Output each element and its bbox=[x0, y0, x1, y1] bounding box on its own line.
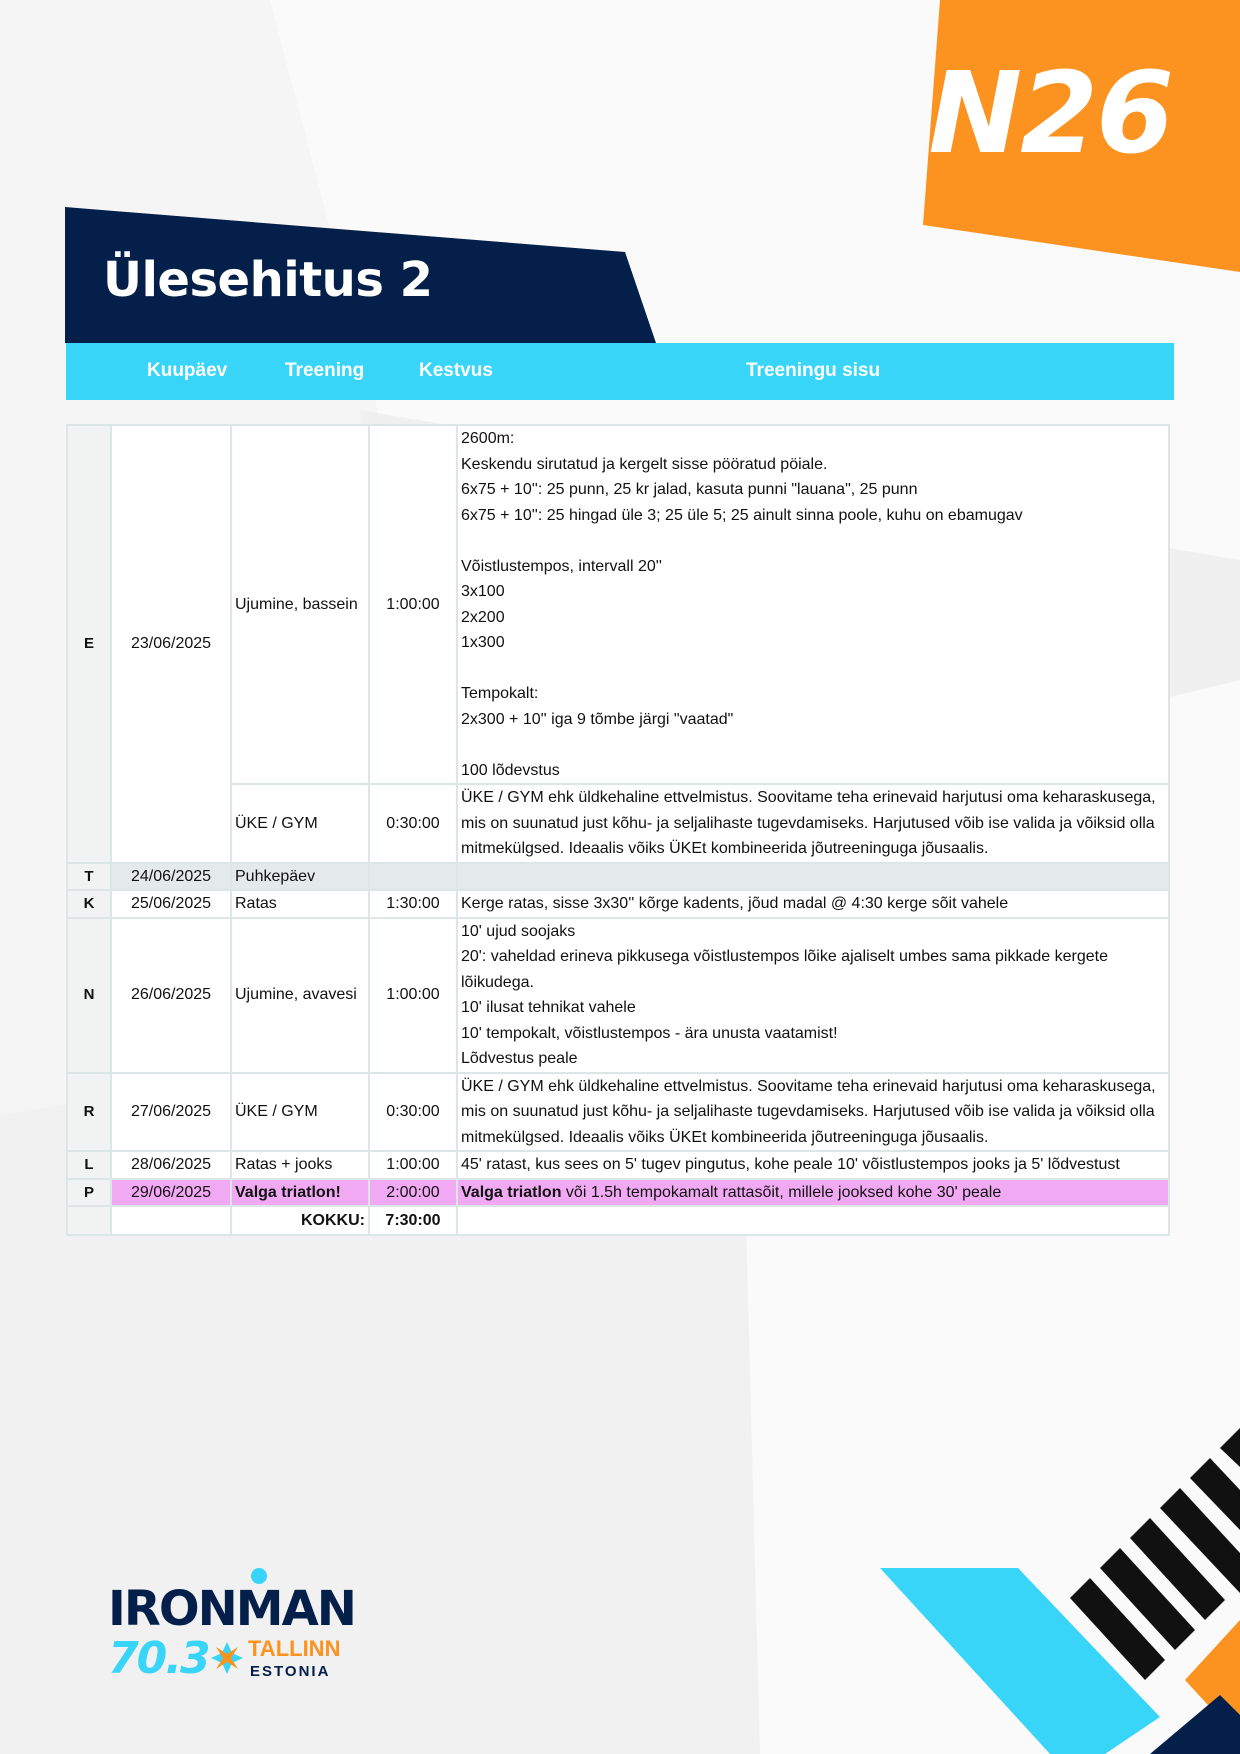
training-cell: Ratas + jooks bbox=[231, 1151, 369, 1179]
content-line: 1x300 bbox=[461, 634, 505, 651]
content-line bbox=[461, 656, 1165, 682]
content-line: 6x75 + 10'': 25 hingad üle 3; 25 üle 5; 25 ainult sinna poole, kuhu on ebamugav bbox=[461, 506, 1023, 524]
duration-cell: 2:00:00 bbox=[369, 1179, 457, 1207]
day-cell: L bbox=[67, 1151, 111, 1179]
content-line: mis on suunatud just kõhu- ja seljalihaste tugevdamiseks. Harjutused võib ise valida ja võiksid olla bbox=[461, 1103, 1155, 1120]
content-line: mitmekülgsed. Ideaalis võiks ÜKEt kombineerida jõutreeninguga jõusaalis. bbox=[461, 840, 989, 857]
duration-cell: 1:00:00 bbox=[369, 918, 457, 1073]
date-cell: 29/06/2025 bbox=[111, 1179, 231, 1207]
empty-cell bbox=[111, 1206, 231, 1235]
table-row bbox=[67, 425, 1169, 784]
table-header bbox=[66, 343, 1174, 400]
date-cell: 25/06/2025 bbox=[111, 890, 231, 918]
race-name: Valga triatlon bbox=[461, 1183, 562, 1201]
content-line bbox=[461, 1180, 1165, 1206]
duration-cell: 0:30:00 bbox=[369, 1073, 457, 1152]
training-cell: Valga triatlon! bbox=[231, 1179, 369, 1207]
logo-distance: 70.3 bbox=[108, 1633, 209, 1680]
date-cell: 24/06/2025 bbox=[111, 863, 231, 891]
content-line: ÜKE / GYM ehk üldkehaline ettvelmistus. Soovitame teha erinevaid harjutusi oma keharaskusega, bbox=[461, 1077, 1156, 1095]
content-line: mis on suunatud just kõhu- ja seljalihaste tugevdamiseks. Harjutused võib ise valida ja võiksid olla bbox=[461, 814, 1155, 832]
table-row bbox=[67, 1179, 1169, 1207]
star-icon bbox=[211, 1642, 243, 1674]
logo-country: ESTONIA bbox=[250, 1663, 331, 1680]
content-line: Keskendu sirutatud ja kergelt sisse pööratud pöiale. bbox=[461, 455, 828, 473]
header-training: Treening bbox=[285, 360, 365, 381]
header-date: Kuupäev bbox=[147, 360, 228, 381]
content-line: 10' tempokalt, võistlustempos - ära unusta vaatamist! bbox=[461, 1024, 838, 1042]
table-row bbox=[67, 890, 1169, 918]
training-cell: ÜKE / GYM bbox=[231, 784, 369, 863]
logo-brand: IRONMAN bbox=[108, 1581, 355, 1637]
day-cell: T bbox=[67, 863, 111, 891]
content-line: 2x300 + 10'' iga 9 tõmbe järgi "vaatad" bbox=[461, 710, 734, 728]
content-line: 20': vaheldad erineva pikkusega võistlustempos lõike ajaliselt umbes sama pikkade kergete bbox=[461, 948, 1108, 965]
date-cell: 26/06/2025 bbox=[111, 918, 231, 1073]
duration-cell: 1:00:00 bbox=[369, 425, 457, 784]
week-number: N26 bbox=[928, 49, 1172, 179]
table-row bbox=[67, 918, 1169, 1073]
content-line: Lõdvestus peale bbox=[461, 1050, 578, 1067]
content-cell bbox=[457, 784, 1169, 863]
logo-city: TALLINN bbox=[248, 1636, 341, 1661]
page-title: Ülesehitus 2 bbox=[103, 252, 433, 308]
day-cell: P bbox=[67, 1179, 111, 1207]
content-line: 10' ilusat tehnikat vahele bbox=[461, 999, 636, 1016]
table-row bbox=[67, 1151, 1169, 1179]
duration-cell: 1:30:00 bbox=[369, 890, 457, 918]
content-line: Tempokalt: bbox=[461, 685, 539, 702]
header-duration: Kestvus bbox=[419, 360, 493, 381]
duration-cell: 0:30:00 bbox=[369, 784, 457, 863]
content-line: Kerge ratas, sisse 3x30'' kõrge kadents, jõud madal @ 4:30 kerge sõit vahele bbox=[461, 895, 1009, 912]
content-cell bbox=[457, 425, 1169, 784]
content-cell bbox=[457, 863, 1169, 891]
total-value: 7:30:00 bbox=[369, 1206, 457, 1235]
content-cell bbox=[457, 918, 1169, 1073]
date-cell: 27/06/2025 bbox=[111, 1073, 231, 1152]
ironman-logo bbox=[108, 1568, 368, 1680]
total-row bbox=[67, 1206, 1169, 1235]
content-line: lõikudega. bbox=[461, 973, 534, 991]
date-cell: 28/06/2025 bbox=[111, 1151, 231, 1179]
content-line: 2x200 bbox=[461, 608, 505, 626]
content-line: 3x100 bbox=[461, 583, 505, 600]
content-line: ÜKE / GYM ehk üldkehaline ettvelmistus. Soovitame teha erinevaid harjutusi oma keharaskusega, bbox=[461, 789, 1156, 806]
content-line: mitmekülgsed. Ideaalis võiks ÜKEt kombineerida jõutreeninguga jõusaalis. bbox=[461, 1128, 989, 1146]
training-table bbox=[66, 424, 1170, 1236]
content-line: 45' ratast, kus sees on 5' tugev pingutus, kohe peale 10' võistlustempos jooks ja 5' lõdvestust bbox=[461, 1156, 1120, 1173]
content-line bbox=[461, 528, 1165, 554]
training-cell: ÜKE / GYM bbox=[231, 1073, 369, 1152]
race-description: või 1.5h tempokamalt rattasõit, millele jooksed kohe 30' peale bbox=[561, 1183, 1002, 1201]
training-cell: Ujumine, avavesi bbox=[231, 918, 369, 1073]
header-content: Treeningu sisu bbox=[746, 360, 881, 381]
day-cell: N bbox=[67, 918, 111, 1073]
content-line: 100 lõdevstus bbox=[461, 761, 560, 779]
training-cell: Ratas bbox=[231, 890, 369, 918]
date-cell: 23/06/2025 bbox=[111, 425, 231, 863]
content-line: 10' ujud soojaks bbox=[461, 922, 576, 940]
content-cell bbox=[457, 1179, 1169, 1207]
content-line bbox=[461, 732, 1165, 758]
content-cell bbox=[457, 1151, 1169, 1179]
training-cell: Puhkepäev bbox=[231, 863, 369, 891]
table-row bbox=[67, 1073, 1169, 1152]
content-line bbox=[461, 864, 1165, 890]
content-line: 6x75 + 10'': 25 punn, 25 kr jalad, kasuta punni "lauana", 25 punn bbox=[461, 481, 918, 498]
content-line: 2600m: bbox=[461, 430, 515, 447]
content-cell bbox=[457, 890, 1169, 918]
content-cell bbox=[457, 1073, 1169, 1152]
day-cell: E bbox=[67, 425, 111, 863]
training-cell: Ujumine, bassein bbox=[231, 425, 369, 784]
total-label: KOKKU: bbox=[231, 1206, 369, 1235]
table-row bbox=[67, 784, 1169, 863]
day-cell: K bbox=[67, 890, 111, 918]
day-cell: R bbox=[67, 1073, 111, 1152]
duration-cell: 1:00:00 bbox=[369, 1151, 457, 1179]
duration-cell bbox=[369, 863, 457, 891]
empty-cell bbox=[67, 1206, 111, 1235]
content-line: Võistlustempos, intervall 20'' bbox=[461, 557, 662, 575]
empty-cell bbox=[457, 1206, 1169, 1235]
table-row bbox=[67, 863, 1169, 891]
